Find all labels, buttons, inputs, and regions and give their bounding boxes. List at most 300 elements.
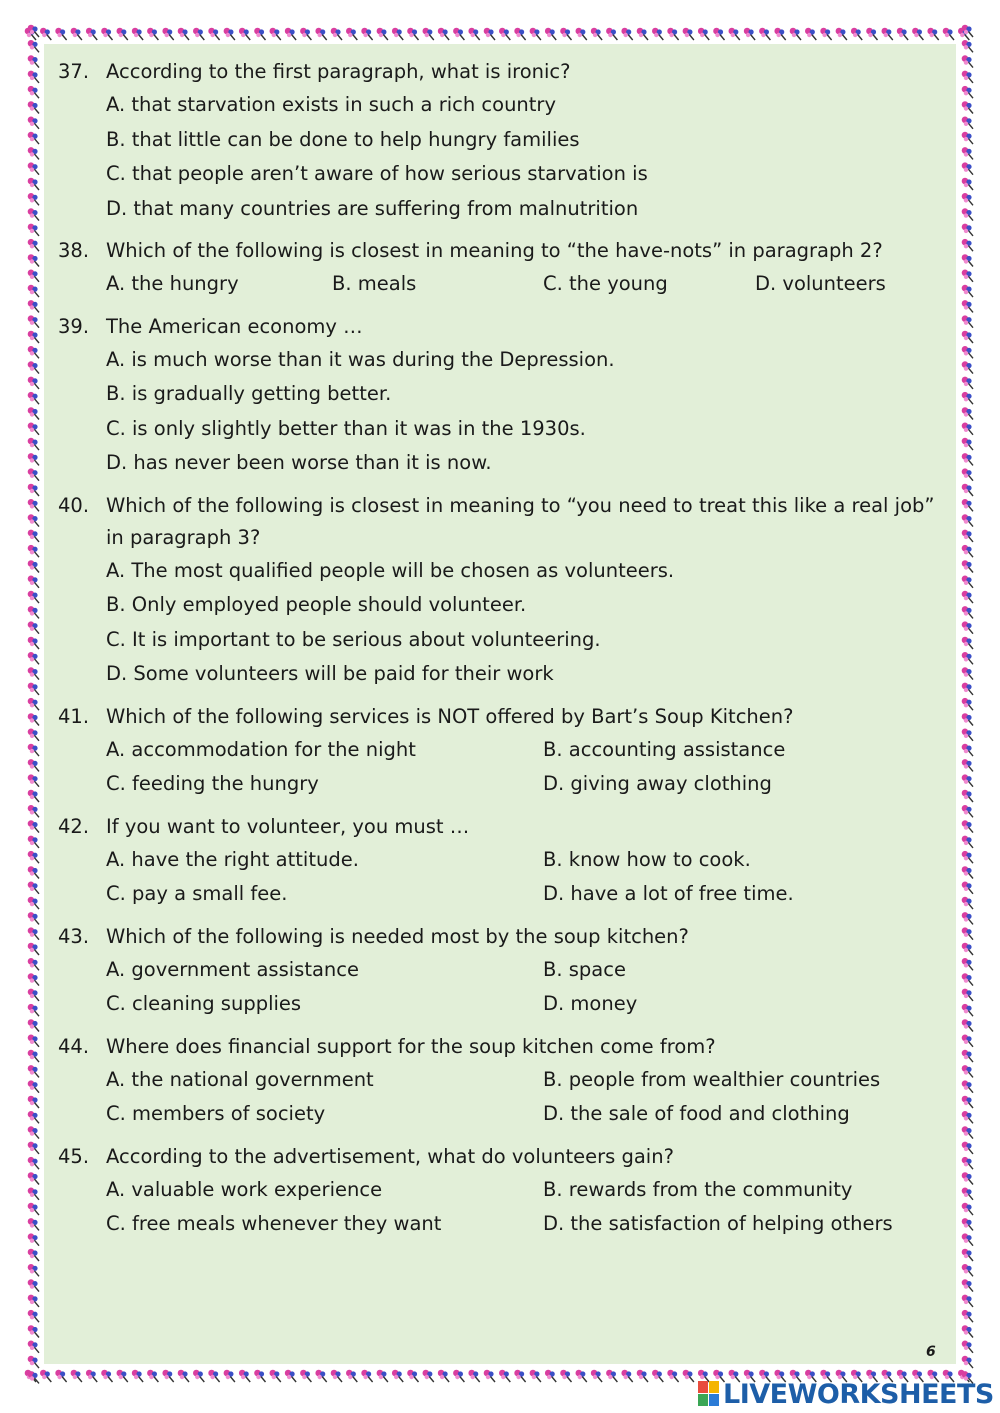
flower-icon bbox=[962, 744, 973, 756]
flower-icon bbox=[468, 28, 479, 40]
flower-icon bbox=[28, 407, 39, 419]
flower-icon bbox=[962, 851, 973, 863]
flower-icon bbox=[713, 28, 724, 40]
flower-icon bbox=[28, 637, 39, 649]
question-number: 37. bbox=[58, 60, 90, 83]
flower-icon bbox=[392, 28, 403, 40]
flower-icon bbox=[28, 989, 39, 1001]
flower-icon bbox=[224, 1370, 235, 1382]
flower-icon bbox=[28, 1188, 39, 1200]
flower-icon bbox=[560, 1370, 571, 1382]
flower-icon bbox=[147, 1370, 158, 1382]
flower-icon bbox=[28, 1233, 39, 1245]
flower-icon bbox=[28, 1203, 39, 1215]
answer-option[interactable]: B. meals bbox=[332, 272, 417, 295]
flower-icon bbox=[377, 1370, 388, 1382]
answer-options bbox=[106, 1173, 948, 1242]
flower-icon bbox=[962, 453, 973, 465]
flower-icon bbox=[962, 1019, 973, 1031]
flower-icon bbox=[28, 178, 39, 190]
flower-icon bbox=[28, 208, 39, 220]
flower-icon bbox=[28, 1142, 39, 1154]
flower-icon bbox=[866, 28, 877, 40]
flower-icon bbox=[962, 254, 973, 266]
flower-icon bbox=[28, 1080, 39, 1092]
flower-icon bbox=[962, 132, 973, 144]
answer-options bbox=[106, 267, 948, 302]
watermark-text: LIVEWORKSHEETS bbox=[723, 1378, 994, 1410]
flower-icon bbox=[652, 28, 663, 40]
flower-icon bbox=[836, 28, 847, 40]
flower-icon bbox=[438, 28, 449, 40]
answer-option[interactable]: C. free meals whenever they want bbox=[106, 1212, 442, 1235]
flower-icon bbox=[962, 591, 973, 603]
flower-icon bbox=[962, 667, 973, 679]
flower-icon bbox=[28, 1172, 39, 1184]
flower-icon bbox=[28, 499, 39, 511]
answer-option[interactable]: C. the young bbox=[543, 272, 668, 295]
flower-icon bbox=[86, 28, 97, 40]
flower-icon bbox=[28, 851, 39, 863]
flower-icon bbox=[962, 1249, 973, 1261]
flower-icon bbox=[28, 591, 39, 603]
flower-icon bbox=[962, 1035, 973, 1047]
flower-icon bbox=[193, 1370, 204, 1382]
flower-icon bbox=[162, 1370, 173, 1382]
flower-icon bbox=[28, 683, 39, 695]
flower-icon bbox=[28, 866, 39, 878]
flower-icon bbox=[962, 392, 973, 404]
flower-icon bbox=[86, 1370, 97, 1382]
question-line bbox=[58, 235, 948, 267]
flower-icon bbox=[28, 606, 39, 618]
flower-icon bbox=[962, 346, 973, 358]
flower-icon bbox=[101, 28, 112, 40]
flower-icon bbox=[652, 1370, 663, 1382]
flower-icon bbox=[962, 224, 973, 236]
flower-icon bbox=[55, 1370, 66, 1382]
flower-icon bbox=[962, 1233, 973, 1245]
flower-icon bbox=[28, 545, 39, 557]
flower-icon bbox=[392, 1370, 403, 1382]
flower-icon bbox=[962, 285, 973, 297]
flower-icon bbox=[28, 86, 39, 98]
flower-icon bbox=[28, 193, 39, 205]
flower-icon bbox=[239, 28, 250, 40]
flower-icon bbox=[962, 300, 973, 312]
flower-icon bbox=[962, 1356, 973, 1368]
flower-icon bbox=[962, 729, 973, 741]
flower-icon bbox=[962, 484, 973, 496]
question-text: Where does financial support for the soup kitchen come from? bbox=[106, 1034, 716, 1058]
flower-icon bbox=[28, 744, 39, 756]
flower-icon bbox=[28, 805, 39, 817]
flower-icon bbox=[530, 1370, 541, 1382]
flower-icon bbox=[962, 882, 973, 894]
flower-icon bbox=[962, 1218, 973, 1230]
answer-option[interactable]: A. accommodation for the night bbox=[106, 737, 416, 761]
flower-icon bbox=[132, 28, 143, 40]
flower-icon bbox=[193, 28, 204, 40]
flower-icon bbox=[28, 1096, 39, 1108]
answer-option[interactable]: C. feeding the hungry bbox=[106, 772, 319, 795]
flower-icon bbox=[28, 1065, 39, 1077]
answer-options bbox=[106, 343, 948, 481]
flower-icon bbox=[962, 1080, 973, 1092]
flower-icon bbox=[962, 560, 973, 572]
flower-icon bbox=[943, 28, 954, 40]
flower-icon bbox=[962, 208, 973, 220]
question bbox=[58, 1141, 948, 1242]
answer-option[interactable]: C. is only slightly better than it was in the 1930s. bbox=[106, 416, 586, 440]
answer-option[interactable]: D. Some volunteers will be paid for their work bbox=[106, 662, 554, 685]
answer-option[interactable]: B. that little can be done to help hungry families bbox=[106, 127, 580, 151]
answer-option[interactable]: D. the sale of food and clothing bbox=[543, 1102, 850, 1125]
answer-option[interactable]: A. the national government bbox=[106, 1067, 374, 1091]
flower-icon bbox=[28, 346, 39, 358]
flower-icon bbox=[962, 147, 973, 159]
flower-icon bbox=[28, 1035, 39, 1047]
flower-icon bbox=[28, 1218, 39, 1230]
flower-icon bbox=[962, 790, 973, 802]
answer-option[interactable]: B. know how to cook. bbox=[543, 847, 751, 871]
flower-icon bbox=[591, 1370, 602, 1382]
flower-icon bbox=[28, 1050, 39, 1062]
flower-icon bbox=[28, 1249, 39, 1261]
flower-icon bbox=[28, 315, 39, 327]
flower-icon bbox=[530, 28, 541, 40]
flower-icon bbox=[300, 1370, 311, 1382]
flower-icon bbox=[331, 28, 342, 40]
flower-icon bbox=[28, 438, 39, 450]
answer-option[interactable]: A. that starvation exists in such a rich country bbox=[106, 93, 556, 116]
answer-option[interactable]: A. is much worse than it was during the Depression. bbox=[106, 347, 615, 371]
flower-icon bbox=[962, 239, 973, 251]
flower-icon bbox=[962, 530, 973, 542]
flower-icon bbox=[28, 71, 39, 83]
flower-icon bbox=[484, 1370, 495, 1382]
answer-option[interactable]: A. government assistance bbox=[106, 957, 359, 981]
flower-icon bbox=[962, 1264, 973, 1276]
flower-icon bbox=[962, 1065, 973, 1077]
flower-icon bbox=[28, 1356, 39, 1368]
flower-icon bbox=[28, 270, 39, 282]
question bbox=[58, 235, 948, 302]
flower-icon bbox=[560, 28, 571, 40]
flower-icon bbox=[962, 989, 973, 1001]
flower-icon bbox=[28, 1325, 39, 1337]
question-text: The American economy … bbox=[106, 314, 363, 338]
flower-icon bbox=[962, 178, 973, 190]
answer-option[interactable]: C. cleaning supplies bbox=[106, 992, 302, 1015]
flower-icon bbox=[962, 1310, 973, 1322]
question-line bbox=[58, 56, 948, 88]
flower-icon bbox=[962, 897, 973, 909]
flower-icon bbox=[407, 28, 418, 40]
question bbox=[58, 56, 948, 226]
flower-icon bbox=[683, 1370, 694, 1382]
flower-icon bbox=[28, 377, 39, 389]
flower-icon bbox=[962, 1004, 973, 1016]
flower-icon bbox=[361, 1370, 372, 1382]
flower-icon bbox=[962, 958, 973, 970]
question-text: Which of the following is closest in meaning to “you need to treat this like a real job” in paragraph 3? bbox=[106, 493, 935, 549]
flower-icon bbox=[897, 28, 908, 40]
flower-icon bbox=[28, 239, 39, 251]
flower-icon bbox=[962, 820, 973, 832]
flower-icon bbox=[637, 1370, 648, 1382]
flower-icon bbox=[224, 28, 235, 40]
question-line bbox=[58, 311, 948, 343]
answer-option[interactable]: D. volunteers bbox=[755, 272, 886, 295]
question-number: 41. bbox=[58, 704, 90, 728]
flower-icon bbox=[962, 1050, 973, 1062]
flower-icon bbox=[962, 1096, 973, 1108]
answer-option[interactable]: C. that people aren’t aware of how serious starvation is bbox=[106, 162, 648, 185]
flower-icon bbox=[962, 468, 973, 480]
question-number: 44. bbox=[58, 1034, 90, 1058]
flower-icon bbox=[962, 652, 973, 664]
flower-icon bbox=[744, 28, 755, 40]
question-text: According to the first paragraph, what is ironic? bbox=[106, 60, 571, 83]
flower-icon bbox=[606, 1370, 617, 1382]
flower-icon bbox=[962, 101, 973, 113]
flower-icon bbox=[28, 652, 39, 664]
question-line bbox=[58, 490, 948, 554]
flower-icon bbox=[962, 377, 973, 389]
flower-icon bbox=[28, 759, 39, 771]
flower-icon bbox=[28, 560, 39, 572]
flower-icon bbox=[962, 193, 973, 205]
question bbox=[58, 701, 948, 802]
flower-icon bbox=[28, 836, 39, 848]
question-number: 42. bbox=[58, 814, 90, 838]
flower-icon bbox=[453, 28, 464, 40]
flower-icon bbox=[101, 1370, 112, 1382]
flower-icon bbox=[882, 28, 893, 40]
answer-option[interactable]: B. people from wealthier countries bbox=[543, 1067, 881, 1091]
answer-option[interactable]: B. Only employed people should volunteer. bbox=[106, 593, 527, 616]
decorative-border-right bbox=[956, 22, 978, 1386]
question bbox=[58, 1031, 948, 1132]
flower-icon bbox=[28, 774, 39, 786]
answer-options bbox=[106, 843, 948, 912]
flower-icon bbox=[28, 1111, 39, 1123]
answer-option[interactable]: A. have the right attitude. bbox=[106, 847, 359, 871]
answer-option[interactable]: C. pay a small fee. bbox=[106, 882, 288, 905]
flower-icon bbox=[499, 28, 510, 40]
flower-icon bbox=[962, 1142, 973, 1154]
answer-option[interactable]: B. is gradually getting better. bbox=[106, 382, 392, 405]
flower-icon bbox=[927, 28, 938, 40]
flower-icon bbox=[790, 28, 801, 40]
flower-icon bbox=[28, 912, 39, 924]
question-line bbox=[58, 1141, 948, 1173]
flower-icon bbox=[962, 71, 973, 83]
flower-icon bbox=[28, 621, 39, 633]
decorative-border-top bbox=[22, 22, 978, 44]
flower-icon bbox=[962, 637, 973, 649]
flower-icon bbox=[28, 1295, 39, 1307]
flower-icon bbox=[28, 576, 39, 588]
flower-icon bbox=[576, 28, 587, 40]
flower-icon bbox=[178, 28, 189, 40]
flower-icon bbox=[28, 392, 39, 404]
page-number: 6 bbox=[926, 1344, 936, 1360]
flower-icon bbox=[962, 331, 973, 343]
flower-icon bbox=[962, 1295, 973, 1307]
flower-icon bbox=[55, 28, 66, 40]
question-line bbox=[58, 1031, 948, 1063]
flower-icon bbox=[28, 1004, 39, 1016]
flower-icon bbox=[962, 407, 973, 419]
flower-icon bbox=[774, 28, 785, 40]
flower-icon bbox=[962, 1157, 973, 1169]
flower-icon bbox=[962, 514, 973, 526]
flower-icon bbox=[208, 28, 219, 40]
flower-icon bbox=[962, 683, 973, 695]
answer-option[interactable]: D. the satisfaction of helping others bbox=[543, 1212, 893, 1235]
answer-option[interactable]: D. money bbox=[543, 992, 638, 1015]
answer-option[interactable]: A. the hungry bbox=[106, 272, 239, 295]
flower-icon bbox=[361, 28, 372, 40]
flower-icon bbox=[962, 1325, 973, 1337]
flower-icon bbox=[453, 1370, 464, 1382]
flower-icon bbox=[28, 713, 39, 725]
flower-icon bbox=[71, 1370, 82, 1382]
flower-icon bbox=[962, 315, 973, 327]
flower-icon bbox=[28, 55, 39, 67]
flower-icon bbox=[962, 606, 973, 618]
flower-icon bbox=[962, 713, 973, 725]
flower-icon bbox=[28, 1126, 39, 1138]
flower-icon bbox=[962, 117, 973, 129]
question-number: 40. bbox=[58, 493, 90, 517]
flower-icon bbox=[514, 1370, 525, 1382]
flower-icon bbox=[28, 729, 39, 741]
flower-icon bbox=[438, 1370, 449, 1382]
answer-option[interactable]: C. It is important to be serious about volunteering. bbox=[106, 627, 601, 651]
answer-option[interactable]: D. giving away clothing bbox=[543, 772, 772, 795]
flower-icon bbox=[962, 1126, 973, 1138]
question-number: 45. bbox=[58, 1144, 90, 1168]
flower-icon bbox=[962, 912, 973, 924]
answer-option[interactable]: A. The most qualified people will be chosen as volunteers. bbox=[106, 558, 675, 582]
flower-icon bbox=[28, 25, 39, 37]
question-number: 38. bbox=[58, 239, 90, 262]
flower-icon bbox=[962, 698, 973, 710]
flower-icon bbox=[962, 774, 973, 786]
flower-icon bbox=[962, 423, 973, 435]
question-line bbox=[58, 811, 948, 843]
flower-icon bbox=[962, 621, 973, 633]
answer-option[interactable]: B. accounting assistance bbox=[543, 737, 786, 761]
answer-option[interactable]: B. space bbox=[543, 957, 626, 981]
flower-icon bbox=[162, 28, 173, 40]
flower-icon bbox=[28, 927, 39, 939]
question-text: Which of the following is needed most by the soup kitchen? bbox=[106, 924, 689, 948]
flower-icon bbox=[499, 1370, 510, 1382]
flower-icon bbox=[315, 1370, 326, 1382]
flower-icon bbox=[805, 28, 816, 40]
flower-icon bbox=[300, 28, 311, 40]
flower-icon bbox=[962, 499, 973, 511]
flower-icon bbox=[28, 468, 39, 480]
flower-icon bbox=[28, 1341, 39, 1353]
flower-icon bbox=[962, 1111, 973, 1123]
answer-options bbox=[106, 88, 948, 226]
answer-option[interactable]: A. valuable work experience bbox=[106, 1177, 383, 1201]
flower-icon bbox=[962, 361, 973, 373]
flower-icon bbox=[962, 270, 973, 282]
flower-icon bbox=[962, 759, 973, 771]
flower-icon bbox=[962, 545, 973, 557]
flower-icon bbox=[28, 300, 39, 312]
flower-icon bbox=[576, 1370, 587, 1382]
question-line bbox=[58, 701, 948, 733]
flower-icon bbox=[346, 28, 357, 40]
flower-icon bbox=[346, 1370, 357, 1382]
flower-icon bbox=[962, 927, 973, 939]
flower-icon bbox=[820, 28, 831, 40]
flower-icon bbox=[514, 28, 525, 40]
question-line bbox=[58, 921, 948, 953]
answer-option[interactable]: D. have a lot of free time. bbox=[543, 882, 794, 905]
question-list bbox=[58, 56, 948, 1251]
flower-icon bbox=[28, 897, 39, 909]
answer-option[interactable]: D. that many countries are suffering from malnutrition bbox=[106, 196, 639, 220]
decorative-border-left bbox=[22, 22, 44, 1386]
flower-icon bbox=[683, 28, 694, 40]
flower-icon bbox=[962, 1172, 973, 1184]
answer-option[interactable]: B. rewards from the community bbox=[543, 1177, 853, 1201]
flower-icon bbox=[71, 28, 82, 40]
flower-icon bbox=[254, 28, 265, 40]
flower-icon bbox=[962, 866, 973, 878]
flower-icon bbox=[239, 1370, 250, 1382]
question-text: Which of the following services is NOT offered by Bart’s Soup Kitchen? bbox=[106, 704, 794, 728]
answer-option[interactable]: D. has never been worse than it is now. bbox=[106, 451, 492, 474]
flower-icon bbox=[28, 958, 39, 970]
flower-icon bbox=[962, 438, 973, 450]
flower-icon bbox=[28, 453, 39, 465]
flower-icon bbox=[545, 28, 556, 40]
flower-icon bbox=[621, 1370, 632, 1382]
flower-icon bbox=[423, 1370, 434, 1382]
flower-icon bbox=[28, 1019, 39, 1031]
question-text: If you want to volunteer, you must … bbox=[106, 814, 470, 838]
flower-icon bbox=[28, 973, 39, 985]
flower-icon bbox=[28, 484, 39, 496]
flower-icon bbox=[637, 28, 648, 40]
flower-icon bbox=[28, 224, 39, 236]
live-badge-icon bbox=[698, 1381, 720, 1407]
flower-icon bbox=[28, 285, 39, 297]
question-number: 39. bbox=[58, 314, 90, 338]
liveworksheets-logo bbox=[698, 1378, 994, 1410]
flower-icon bbox=[606, 28, 617, 40]
flower-icon bbox=[962, 1279, 973, 1291]
flower-icon bbox=[315, 28, 326, 40]
flower-icon bbox=[28, 423, 39, 435]
answer-option[interactable]: C. members of society bbox=[106, 1102, 326, 1125]
question bbox=[58, 490, 948, 692]
flower-icon bbox=[28, 1310, 39, 1322]
flower-icon bbox=[208, 1370, 219, 1382]
flower-icon bbox=[28, 331, 39, 343]
question-number: 43. bbox=[58, 924, 90, 948]
flower-icon bbox=[851, 28, 862, 40]
